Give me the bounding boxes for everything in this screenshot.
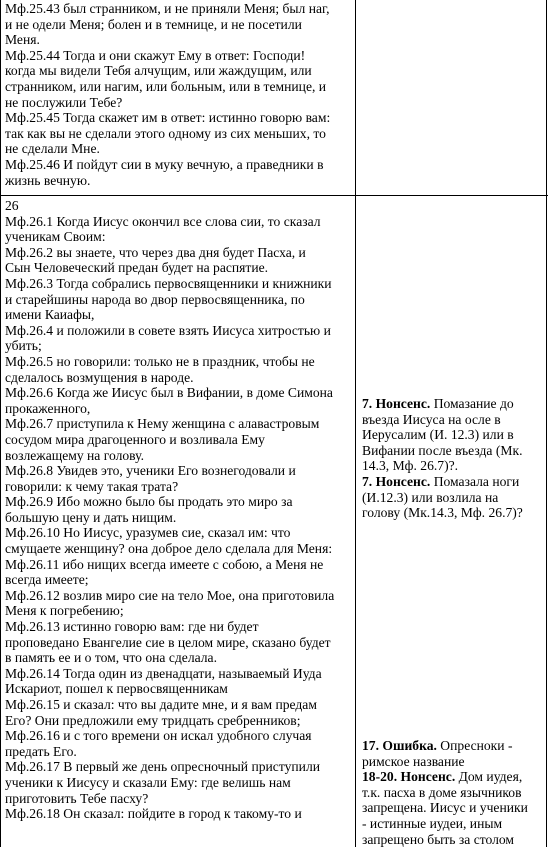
text-line: Мф.26.8 Увидев это, ученики Его вознегодовали и xyxy=(5,463,296,479)
note-label: 7. Нонсенс. xyxy=(362,396,431,411)
text-line: говорили: к чему такая трата? xyxy=(5,478,179,494)
note-label: 7. Нонсенс. xyxy=(362,473,431,489)
text-line: проповедано Евангелие сие в целом мире, сказано будет xyxy=(5,634,331,650)
note-text: римское название xyxy=(362,753,465,769)
note-line xyxy=(362,800,544,816)
verse-cell-row1 xyxy=(5,1,351,188)
text-line: 26 xyxy=(5,198,19,213)
text-line: ученики к Иисусу и сказали Ему: где велишь нам xyxy=(5,774,291,790)
text-line: Его? Они предложили ему тридцать сребренников; xyxy=(5,712,301,728)
text-line: большую цену и дать нищим. xyxy=(5,509,177,525)
note-line xyxy=(362,785,544,801)
note-line xyxy=(362,505,544,521)
note-line xyxy=(362,427,544,443)
note-text: (И.12.3) или возлила на xyxy=(362,489,499,505)
text-line: Мф.26.4 и положили в совете взять Иисуса хитростью и xyxy=(5,322,331,338)
note-text: - истинные иудеи, иным xyxy=(362,815,503,831)
note-text: запрещена. Иисус и ученики xyxy=(362,800,528,816)
text-line: Мф.26.12 возлив миро сие на тело Мое, она приготовила xyxy=(5,587,335,603)
text-line: убить; xyxy=(5,338,42,354)
text-line: так как вы не сделали этого одному из сих меньших, то xyxy=(5,125,326,141)
note-text: Помазание до xyxy=(430,396,514,411)
text-line: предать Его. xyxy=(5,743,77,759)
note-text: запрещено быть за столом xyxy=(362,831,515,847)
note-cell-passover xyxy=(362,738,544,847)
text-line: Мф.26.16 и с того времени он искал удобного случая xyxy=(5,728,312,744)
text-line: сделалось возмущения в народе. xyxy=(5,369,194,385)
note-text: Помазала ноги xyxy=(430,473,520,489)
text-line: жизнь вечную. xyxy=(5,172,91,188)
note-line xyxy=(362,490,544,506)
text-line: Мф.26.1 Когда Иисус окончил все слова сии, то сказал xyxy=(5,213,321,229)
text-line: и старейшины народа во двор первосвященника, по xyxy=(5,291,305,307)
text-line: Сын Человеческий предан будет на распятие. xyxy=(5,260,269,276)
note-line xyxy=(362,412,544,428)
note-text: т.к. пасха в доме язычников xyxy=(362,784,522,800)
text-line: странником, или нагим, или больным, или в темнице, и xyxy=(5,78,327,94)
text-line: всегда имеете; xyxy=(5,572,89,588)
text-line: возлежащему на голову. xyxy=(5,447,144,463)
text-line: Мф.25.46 И пойдут сии в муку вечную, а праведники в xyxy=(5,156,324,172)
text-line: Мф.25.43 был странником, и не приняли Меня; был наг, xyxy=(5,1,330,16)
column-divider xyxy=(355,0,356,847)
note-line xyxy=(362,474,544,490)
text-line: Мф.25.45 Тогда скажет им в ответ: истинно говорю вам: xyxy=(5,110,331,126)
text-line: Мф.26.7 приступила к Нему женщина с алавастровым xyxy=(5,416,320,432)
text-line: Меня. xyxy=(5,32,40,48)
text-line: Мф.26.18 Он сказал: пойдите в город к такому-то и xyxy=(5,806,302,822)
text-line: ученикам Своим: xyxy=(5,229,106,245)
note-text: Дом иудея, xyxy=(455,769,523,785)
table-border-right xyxy=(546,0,547,847)
note-line xyxy=(362,816,544,832)
table-border-left xyxy=(0,0,1,847)
text-line: и не одели Меня; болен и в темнице, и не посетили xyxy=(5,16,302,32)
text-line: сосудом мира драгоценного и возливала Ему xyxy=(5,431,265,447)
note-line xyxy=(362,458,544,474)
text-line: Мф.26.3 Тогда собрались первосвященники и книжники xyxy=(5,275,332,291)
text-line: Мф.26.6 Когда же Иисус был в Вифании, в доме Симона xyxy=(5,385,333,401)
text-line: имени Каиафы, xyxy=(5,307,95,323)
text-line: приготовить Тебе пасху? xyxy=(5,790,149,806)
text-line: прокаженного, xyxy=(5,400,91,416)
note-text: въезда Иисуса на осле в xyxy=(362,411,501,427)
note-line xyxy=(362,738,544,754)
text-line: Меня к погребению; xyxy=(5,603,124,619)
text-line: Мф.26.14 Тогда один из двенадцати, называемый Иуда xyxy=(5,665,322,681)
note-text: Вифании после въезда (Мк. xyxy=(362,442,523,458)
note-cell-anointing xyxy=(362,396,544,521)
text-line: Мф.26.2 вы знаете, что через два дня будет Пасха, и xyxy=(5,244,306,260)
text-line: Мф.26.15 и сказал: что вы дадите мне, и я вам предам xyxy=(5,697,317,712)
note-text: Иерусалим (И. 12.3) или в xyxy=(362,427,514,443)
text-line: не сделали Мне. xyxy=(5,141,100,157)
text-line: Мф.26.13 истинно говорю вам: где ни будет xyxy=(5,619,259,635)
note-text: Опресноки - xyxy=(436,738,513,753)
note-line xyxy=(362,396,544,412)
text-line: Искариот, пошел к первосвященникам xyxy=(5,681,228,697)
text-line: не послужили Тебе? xyxy=(5,94,123,110)
note-text: голову (Мк.14.3, Мф. 26.7)? xyxy=(362,505,523,521)
text-line: Мф.26.9 Ибо можно было бы продать это миро за xyxy=(5,494,293,510)
text-line: в память ее и о том, что она сделала. xyxy=(5,650,217,666)
text-line: Мф.25.44 Тогда и они скажут Ему в ответ: Господи! xyxy=(5,47,306,63)
text-line: смущаете женщину? она доброе дело сделала для Меня: xyxy=(5,541,333,557)
note-text: 14.3, Мф. 26.7)?. xyxy=(362,458,459,474)
verse-cell-row2 xyxy=(5,198,351,822)
note-line xyxy=(362,769,544,785)
text-line: Мф.26.11 ибо нищих всегда имеете с собою, а Меня не xyxy=(5,556,324,572)
note-label: 18-20. Нонсенс. xyxy=(362,769,456,785)
text-line: Мф.26.5 но говорили: только не в праздник, чтобы не xyxy=(5,353,315,369)
note-line xyxy=(362,832,544,847)
note-line xyxy=(362,754,544,770)
text-line: Мф.26.17 В первый же день опресночный приступили xyxy=(5,759,320,775)
note-label: 17. Ошибка. xyxy=(362,738,437,753)
text-line: Мф.26.10 Но Иисус, уразумев сие, сказал им: что xyxy=(5,525,291,541)
text-line: когда мы видели Тебя алчущим, или жаждущим, или xyxy=(5,63,312,79)
row-divider xyxy=(0,195,548,196)
note-line xyxy=(362,443,544,459)
